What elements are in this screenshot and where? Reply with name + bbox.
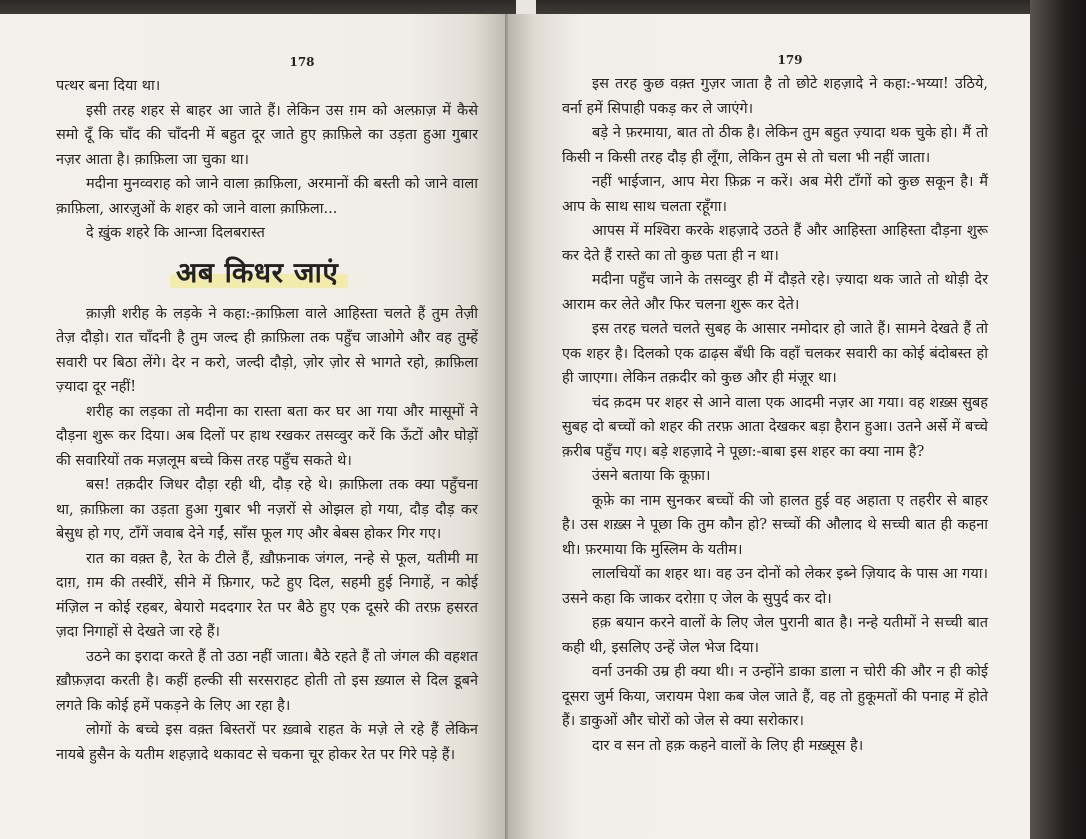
paragraph: बड़े ने फ़रमाया, बात तो ठीक है। लेकिन तुम बहुत ज़्यादा थक चुके हो। मैं तो किसी न किसी तरह दौड़ ही लूँगा, लेकिन तुम से तो चला भी नहीं जाता।: [562, 125, 988, 166]
paragraph: इसी तरह शहर से बाहर आ जाते हैं। लेकिन उस ग़म को अल्फ़ाज़ में कैसे समो दूँ कि चाँद की चाँदनी में बहुत दूर जाते हुए क़ाफ़िले का उड़ता हुआ गुबार नज़र आता है। क़ाफ़िला जा चुका था।: [56, 102, 478, 168]
paragraph: बस! तक़दीर जिधर दौड़ा रही थी, दौड़ रहे थे। क़ाफ़िला तक क्या पहुँचना था, क़ाफ़िला का उड़ता हुआ गुबार भी नज़रों से ओझल हो गया, दौड़ दौड़ कर बेसुध हो गए, टाँगें जवाब देने गईं, साँस फूल गए और बेबस होकर गिर गए।: [56, 477, 478, 542]
paragraph: नहीं भाईजान, आप मेरा फ़िक्र न करें। अब मेरी टाँगों को कुछ सकून है। मैं आप के साथ साथ चलता रहूँगा।: [562, 174, 988, 215]
right-page: [508, 14, 1032, 839]
paragraph: शरीह का लड़का तो मदीना का रास्ता बता कर घर आ गया और मासूमों ने दौड़ना शुरू कर दिया। अब दिलों पर हाथ रखकर तसव्वुर करें कि ऊँटों और घोड़ों की सवारियों तक मज़लूम बच्चे किस तरह पहुँच सकते थे।: [56, 403, 478, 469]
paragraph: रात का वक़्त है, रेत के टीले हैं, ख़ौफ़नाक जंगल, नन्हे से फूल, यतीमी मा दाग़, ग़म की तस्वीरें, सीने में फ़िगार, फटे हुए दिल, सहमी हुई निगाहें, न कोई मंज़िल न कोई रहबर, बेयारो मददगार रेत पर बैठे हुए एक दूसरे की तरफ़ हसरत ज़दा निगाहों से देखते जा रहे हैं।: [56, 550, 478, 640]
chapter-heading-text: अब किधर जाएं: [176, 255, 339, 289]
right-page-number: 179: [777, 53, 803, 67]
book-cover-edge: [1030, 0, 1086, 839]
paragraph: उंसने बताया कि कूफ़ा।: [592, 468, 711, 484]
paragraph: लोगों के बच्चे इस वक़्त बिस्तरों पर ख़्वाबे राहत के मज़े ले रहे हैं लेकिन नायबे हुसैन के यतीम शहज़ादे थकावट से चकना चूर होकर रेत पर गिरे पड़े हैं।: [56, 722, 478, 763]
paragraph: पत्थर बना दिया था।: [56, 78, 161, 94]
paragraph: इस तरह चलते चलते सुबह के आसार नमोदार हो जाते हैं। सामने देखते हैं तो एक शहर है। दिलको एक ढाढ़स बँधी कि वहाँ चलकर सवारी का कोई बंदोबस्त हो ही जाएगा। लेकिन तक़दीर को कुछ और ही मंज़ूर था।: [562, 321, 988, 386]
chapter-heading: [176, 254, 338, 292]
paragraph: वर्ना उनकी उम्र ही क्या थी। न उन्होंने डाका डाला न चोरी की और न ही कोई दूसरा जुर्म किया, जरायम पेशा कब जेल जाते हैं, वह तो हुकूमतों की पनाह में होते हैं। डाकुओं और चोरों को जेल से क्या सरोकार।: [562, 664, 988, 729]
paragraph: हक़ बयान करने वालों के लिए जेल पुरानी बात है। नन्हे यतीमों ने सच्ची बात कही थी, इसलिए उन्हें जेल भेज दिया।: [562, 615, 988, 656]
paragraph: कूफ़े का नाम सुनकर बच्चों की जो हालत हुई वह अहाता ए तहरीर से बाहर है। उस शख़्स ने पूछा कि तुम कौन हो? सच्चों की औलाद थे सच्ची बात ही कहना थी। फ़रमाया कि मुस्लिम के यतीम।: [562, 492, 988, 558]
paragraph: मदीना मुनव्वराह को जाने वाला क़ाफ़िला, अरमानों की बस्ती को जाने वाला क़ाफ़िला, आरज़ुओं के शहर को जाने वाला क़ाफ़िला...: [56, 176, 478, 217]
paragraph: चंद क़दम पर शहर से आने वाला एक आदमी नज़र आ गया। वह शख़्स सुबह सुबह दो बच्चों को शहर की तरफ़ आता देखकर बड़ा हैरान हुआ। उतने अर्से में बच्चे क़रीब पहुँच गए। बड़े शहज़ादे ने पूछा:-बाबा इस शहर का क्या नाम है?: [562, 394, 988, 460]
paragraph: मदीना पहुँच जाने के तसव्वुर ही में दौड़ते रहे। ज़्यादा थक जाते तो थोड़ी देर आराम कर लेते और फिर चलना शुरू कर देते।: [562, 272, 988, 313]
paragraph: लालचियों का शहर था। वह उन दोनों को लेकर इब्ने ज़ियाद के पास आ गया। उसने कहा कि जाकर दरोग़ा ए जेल के सुपुर्द कर दो।: [562, 566, 988, 607]
paragraph: इस तरह कुछ वक़्त गुज़र जाता है तो छोटे शहज़ादे ने कहा:-भय्या! उठिये, वर्ना हमें सिपाही पकड़ कर ले जाएंगे।: [562, 76, 988, 117]
paragraph: दार व सन तो हक़ कहने वालों के लिए ही मख़्सूस है।: [592, 737, 864, 754]
verse-line: दे ख़ुंक शहरे कि आन्जा दिलबरास्त: [86, 225, 265, 241]
paragraph: उठने का इरादा करते हैं तो उठा नहीं जाता। बैठे रहते हैं तो जंगल की वहशत ख़ौफ़ज़दा करती है। कहीं हल्की सी सरसराहट होती तो इस ख़्याल से दिल डूबने लगते कि कोई हमें पकड़ने के लिए आ रहा है।: [56, 648, 478, 714]
left-page-number: 178: [289, 55, 315, 69]
paragraph: आपस में मश्विरा करके शहज़ादे उठते हैं और आहिस्ता आहिस्ता दौड़ना शुरू कर देते हैं रास्ते का तो कुछ पता ही न था।: [562, 223, 988, 264]
left-page: [0, 14, 508, 839]
paragraph: क़ाज़ी शरीह के लड़के ने कहा:-क़ाफ़िला वाले आहिस्ता चलते हैं तुम तेज़ी तेज़ दौड़ो। रात चाँदनी है तुम जल्द ही क़ाफ़िला तक पहुँच जाओगे और वह तुम्हें सवारी पर बिठा लेंगे। देर न करो, जल्दी दौड़ो, ज़ोर ज़ोर से भागते रहो, क़ाफ़िला ज़्यादा दूर नहीं!: [56, 305, 478, 395]
